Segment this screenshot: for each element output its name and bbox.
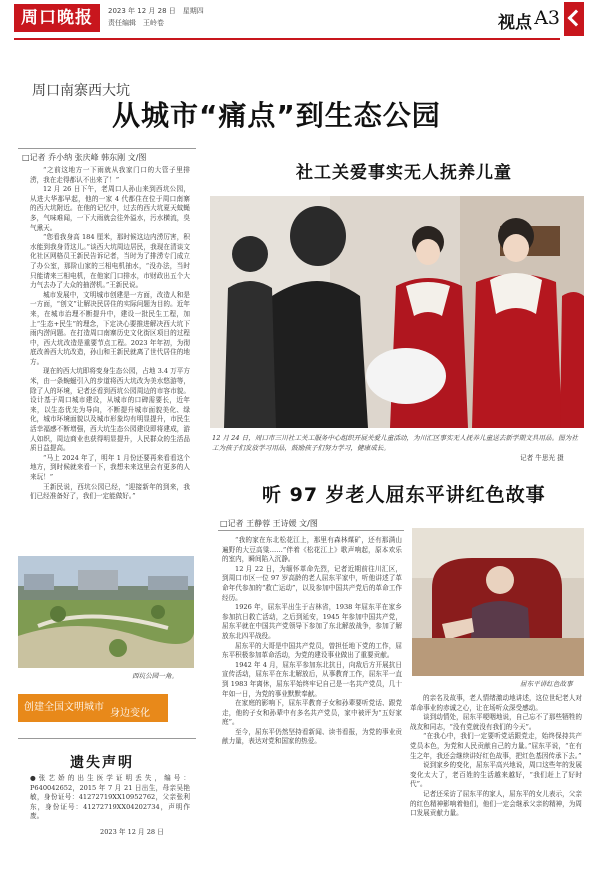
story-three-body-continued	[410, 694, 582, 884]
paragraph: 至今，屈东平仍然坚持看新闻、读书看报，为党的事业贡献力量，表达对党和国家的热爱。	[222, 727, 402, 746]
paragraph: 现在的西大坑即将变身生态公园，占地 3.4 万平方米，由一条蜿蜒引入的步道将西大坑改为美水悠游等，除了人的环境，记者还看到西坑公园周边的市容市貌。设计基于周口城市建设，从城市的口碑需要长，近年来，以生态优先为导向，不断提升城市面貌美化、绿化，城市环境面貌以及城市形象均有明显提升，市民生活幸福感不断增强，西大坑生态公园建设即将建成，游人如织，周边商业也获得明显提升，人民群众的生活品质日益提高。	[30, 367, 190, 453]
paragraph: “在我心中，我们一定要听党话跟党走，始终保持共产党员本色，为党和人民贡献自己的力量。”屈东平说，“在有生之年，我还会继续讲好红色故事，把红色基因传承下去。”	[410, 732, 582, 760]
story-two-caption: 12 月 24 日，周口市三川社工关工服务中心组织开展关爱儿童活动，为川汇区事实无人抚养儿童送去新学期文具用品。图为社工为孩子们发放学习用品，鼓励孩子们努力学习，健康成长。	[212, 434, 578, 452]
paragraph: “您看我身高 184 厘米，那时候这边内涝厉害，积水能到我身背这儿。”谈西大坑周边居民，我现在清谈文化社区网格员王新民告诉记者，当时为了排涝专门成立了办公室，那阶山家的三相电机抽水，“没办法，当时只能请来三相电机，在他家门口排水，市财政出五个大力气去办了大众的抽涝机。”王新民说。	[30, 233, 190, 290]
elderly-man-photo-caption: 屈东平讲红色故事	[520, 680, 573, 688]
paragraph: 谈到动情处，屈东平哽咽地说，自己忘不了那些牺牲的战友和同志，“没有党就没有我们的今天”。	[410, 713, 582, 731]
paragraph: 在家庭的影响下，屈东平教育子女和孙辈要听党话、跟党走，他的子女和孙辈中有多名共产党员，家中被评为“五好家庭”。	[222, 699, 402, 727]
divider	[18, 148, 196, 149]
elderly-man-photo	[412, 528, 584, 676]
story-three-body	[222, 536, 402, 881]
paragraph: “马上 2024 年了，明年 1 月份还要再来看看这个地方，到时候就来看一下，我想未来这里会有更多的人来玩！”	[30, 453, 190, 481]
paragraph: 说到家乡的变化，屈东平高兴地说，周口这些年的发展变化太大了，老百姓的生活越来越好，“我们赶上了好时代”。	[410, 761, 582, 789]
main-byline: □记者 乔小纳 张庆峰 韩东刚 文/图	[22, 153, 147, 162]
paragraph: 城市发展中，文明城市创建是一方面，改造人和是一方面，“创文”让解决民居住的实际问题为目的。近年来，在城市治理不断提升中，建设一批民生工程，加上“生态+民生”的理念，下定决心要推进解决西大坑下雨内涝问题。在打造周口南寨历史文化街区项目的过程中，西大坑改造是重要节点工程。2023 年年初，为彻底改善西大坑改造，孙山和王新民就离了世代居住的地方。	[30, 290, 190, 366]
notice-title: 遗失声明	[70, 755, 134, 771]
divider	[218, 530, 404, 531]
page-number: A3	[534, 7, 560, 29]
park-photo	[18, 556, 194, 668]
paragraph: 1926 年，屈东平出生于吉林省，1938 年屈东平在家乡参加抗日救亡活动，之后到延安，1945 年参加中国共产党，屈东平就在中国共产党领导下参加了东北解放战争，参加了解放东北四平战役。	[222, 603, 402, 640]
header-rule	[14, 38, 560, 40]
page-tab-arrow-icon	[564, 2, 584, 36]
paragraph: 1942 年 4 月，屈东平参加东北抗日，向敌后方开展抗日宣传活动，屈东平在东北解放后，从事教育工作，屈东平一直到 1983 年离休，屈东平始终牢记自己是一名共产党员，几十年如一日，为党的事业默默奉献。	[222, 660, 402, 698]
story-two-headline: 社工关爱事实无人抚养儿童	[296, 163, 512, 183]
story-three-headline: 听 97 岁老人屈东平讲红色故事	[262, 484, 546, 506]
notice-date: 2023 年 12 月 28 日	[100, 828, 164, 836]
story-two-credit: 记者 牛思光 摄	[520, 454, 564, 462]
divider	[18, 738, 196, 739]
main-article-body	[30, 166, 190, 551]
issue-date: 2023 年 12 月 28 日 星期四	[108, 7, 204, 15]
newspaper-logo: 周口晚报	[14, 4, 100, 32]
paragraph: 记者还采访了屈东平的家人，屈东平的女儿表示，父亲的红色精神影响着他们，他们一定会继承父亲的精神，为周口发展贡献力量。	[410, 789, 582, 818]
responsible-editor: 责任编辑 王岭卷	[108, 19, 164, 27]
paragraph: “我的家在东北松花江上，那里有森林煤矿，还有那满山遍野的大豆高粱……”伴着《松花江上》歌声响起，原本欢乐的室内，瞬间陷入沉静。	[222, 536, 402, 564]
banner-subtitle: 身边变化	[110, 708, 150, 719]
story-three-byline: □记者 王静蓉 王诗媛 文/图	[220, 519, 318, 528]
main-kicker: 周口南寨西大坑	[32, 83, 130, 99]
banner-title: 创建全国文明城市	[24, 702, 104, 713]
main-headline: 从城市“痛点”到生态公园	[112, 99, 441, 132]
park-photo-caption: 西坑公园一角。	[132, 672, 179, 680]
section-name: 视点	[498, 13, 532, 33]
notice-text: ●张艺娇的出生医学证明丢失，编号：P640042652，2015 年 7 月 21 日出生，母亲吴艳敏，身份证号：41272719XX10952762，父亲张利东，身份证号：41272719XX04202734，声明作废。	[30, 774, 190, 821]
story-two-photo	[210, 196, 584, 428]
paragraph: 12 月 26 日下午，老周口人孙山来到西坑公园，从进大华那早起，他的一家 4 代都住在位于周口南寨的西大坑附近。在他的记忆中，过去的西大坑夏天蚊蝇多，气味难闻，一下大雨就会往外溢水，污水横流，臭气熏天。	[30, 185, 190, 232]
paragraph: 的亲名及故事，老人情绪激动地讲述，这位世纪老人对革命事业的赤诚之心，让在场听众深受感动。	[410, 694, 582, 712]
paragraph: 12 月 22 日，为缅怀革命先烈，记者近期前往川汇区，到周口市区一位 97 岁高龄的老人屈东平家中，听他讲述了革命年代参加的“救亡运动”，以及参加中国共产党后的革命工作经历。	[222, 564, 402, 602]
paragraph: 屈东平的大哥是中国共产党员，曾担任地下党的工作，屈东平积极参加革命活动，为党的建设事业做出了重要贡献。	[222, 641, 402, 660]
paragraph: 王新民说，西坑公园已经，“迎接新年的到来，我们已经准备好了，我们一定能做好。”	[30, 482, 190, 501]
paragraph: “之前这地方一下雨就从我家门口的大管子里排涝，我在走得都认不出来了！”	[30, 166, 190, 184]
